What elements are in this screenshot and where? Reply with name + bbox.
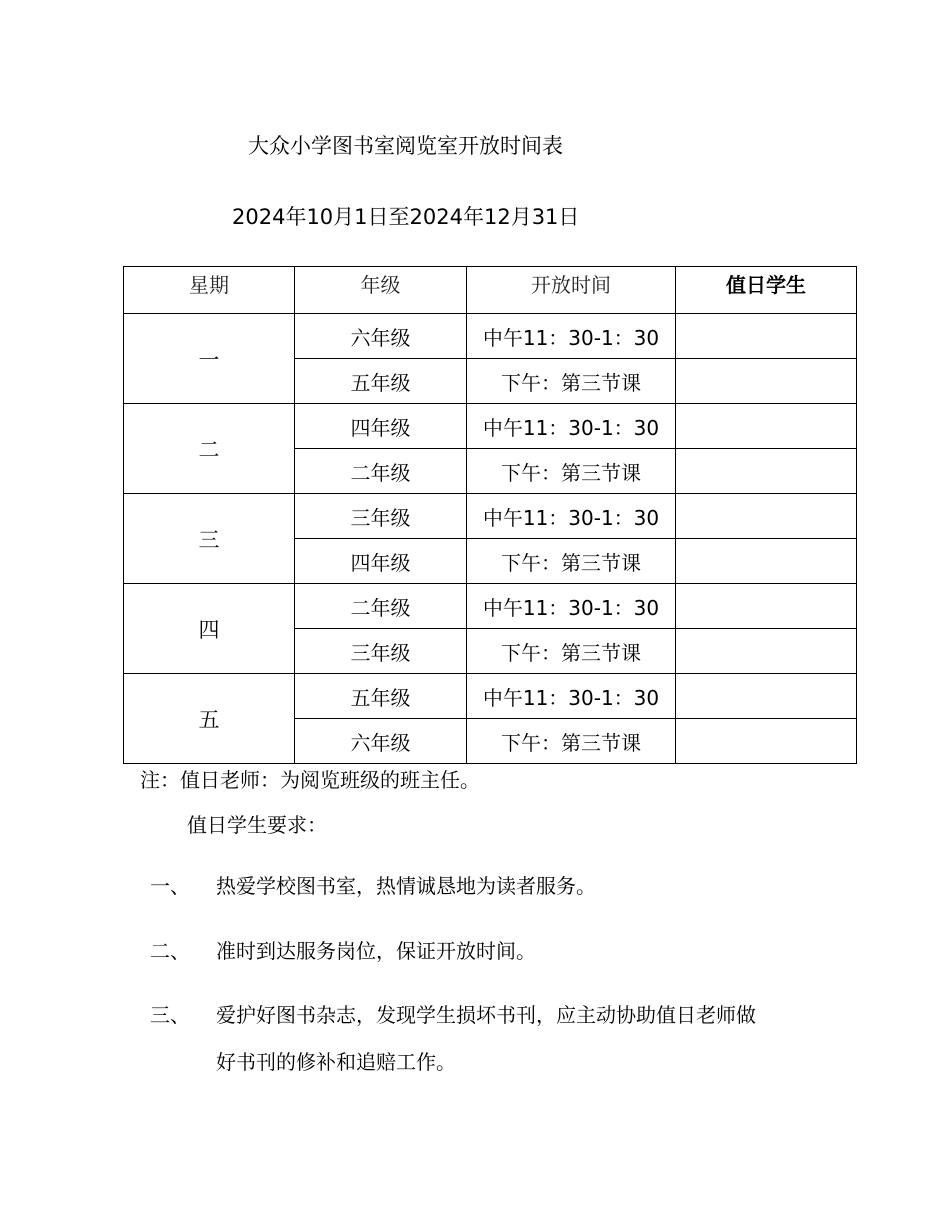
student-cell	[676, 719, 857, 764]
weekday-cell: 二	[124, 404, 295, 494]
student-cell	[676, 584, 857, 629]
date-range: 2024年10月1日至2024年12月31日	[232, 205, 580, 229]
student-cell	[676, 539, 857, 584]
requirement-number: 二、	[150, 939, 190, 963]
student-cell	[676, 494, 857, 539]
requirement-number: 一、	[150, 874, 190, 898]
grade-cell: 二年级	[295, 584, 467, 629]
header-weekday: 星期	[124, 267, 295, 314]
grade-cell: 二年级	[295, 449, 467, 494]
table-header-row	[124, 267, 857, 314]
schedule-table	[123, 266, 857, 764]
time-cell: 下午：第三节课	[467, 539, 676, 584]
grade-cell: 三年级	[295, 494, 467, 539]
requirement-number: 三、	[150, 1003, 190, 1027]
table-row	[124, 674, 857, 719]
weekday-cell: 五	[124, 674, 295, 764]
grade-cell: 五年级	[295, 359, 467, 404]
student-cell	[676, 629, 857, 674]
grade-cell: 六年级	[295, 314, 467, 359]
table-row	[124, 494, 857, 539]
note-text: 注：值日老师：为阅览班级的班主任。	[140, 768, 480, 792]
student-cell	[676, 674, 857, 719]
header-open-time: 开放时间	[467, 267, 676, 314]
weekday-cell: 四	[124, 584, 295, 674]
weekday-cell: 一	[124, 314, 295, 404]
time-cell: 中午11：30-1：30	[467, 314, 676, 359]
time-cell: 中午11：30-1：30	[467, 674, 676, 719]
grade-cell: 四年级	[295, 404, 467, 449]
requirement-item	[150, 999, 756, 1075]
student-cell	[676, 314, 857, 359]
time-cell: 中午11：30-1：30	[467, 494, 676, 539]
requirement-item	[150, 870, 596, 899]
requirement-text: 爱护好图书杂志，发现学生损坏书刊，应主动协助值日老师做	[216, 1003, 756, 1027]
requirement-text: 准时到达服务岗位，保证开放时间。	[216, 939, 536, 963]
document-title: 大众小学图书室阅览室开放时间表	[248, 134, 563, 158]
time-cell: 下午：第三节课	[467, 449, 676, 494]
time-cell: 下午：第三节课	[467, 719, 676, 764]
grade-cell: 三年级	[295, 629, 467, 674]
time-cell: 中午11：30-1：30	[467, 584, 676, 629]
header-duty-student: 值日学生	[676, 267, 857, 314]
table-row	[124, 404, 857, 449]
weekday-cell: 三	[124, 494, 295, 584]
header-grade: 年级	[295, 267, 467, 314]
time-cell: 中午11：30-1：30	[467, 404, 676, 449]
table-row	[124, 584, 857, 629]
time-cell: 下午：第三节课	[467, 359, 676, 404]
grade-cell: 四年级	[295, 539, 467, 584]
grade-cell: 六年级	[295, 719, 467, 764]
student-cell	[676, 404, 857, 449]
requirement-item	[150, 935, 536, 964]
time-cell: 下午：第三节课	[467, 629, 676, 674]
requirements-title: 值日学生要求：	[187, 813, 327, 837]
requirement-text-continued: 好书刊的修补和追赔工作。	[216, 1050, 456, 1074]
requirement-text: 热爱学校图书室，热情诚恳地为读者服务。	[216, 874, 596, 898]
grade-cell: 五年级	[295, 674, 467, 719]
table-row	[124, 314, 857, 359]
student-cell	[676, 449, 857, 494]
student-cell	[676, 359, 857, 404]
